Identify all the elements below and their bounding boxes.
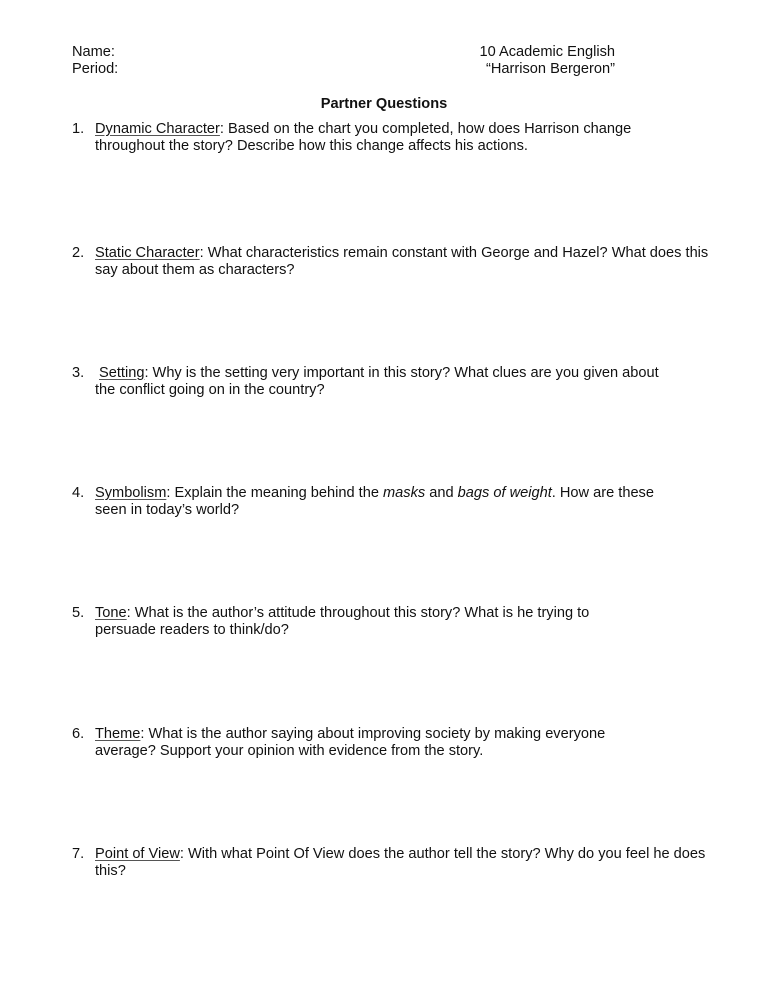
- question-text: : Based on the chart you completed, how does Harrison change throughout the story? Describe how this change affects his actions.: [95, 121, 632, 154]
- question-1: [72, 121, 685, 155]
- name-label: Name:: [72, 44, 115, 60]
- question-text: . How are these seen in today’s world?: [95, 485, 654, 518]
- question-5: [72, 605, 650, 639]
- question-number: 4.: [72, 485, 85, 501]
- question-7: [72, 846, 710, 880]
- course-name: 10 Academic English: [479, 44, 615, 60]
- question-text: : With what Point Of View does the author tell the story? Why do you feel he does this?: [95, 846, 706, 879]
- question-3: [72, 365, 675, 399]
- question-text: and: [425, 485, 458, 501]
- period-label: Period:: [72, 61, 119, 77]
- story-title: “Harrison Bergeron”: [486, 61, 615, 77]
- question-number: 1.: [72, 121, 85, 137]
- question-number: 5.: [72, 605, 85, 621]
- question-number: 7.: [72, 846, 85, 862]
- course-info: [480, 44, 615, 78]
- question-label: Theme: [95, 726, 141, 742]
- question-text: : What characteristics remain constant with George and Hazel? What does this say about them as characters?: [95, 245, 709, 278]
- student-info: [72, 44, 118, 78]
- question-label: Symbolism: [95, 485, 167, 501]
- question-label: Dynamic Character: [95, 121, 220, 137]
- question-text: : Why is the setting very important in this story? What clues are you given about the conflict going on in the country?: [95, 365, 659, 398]
- question-number: 3.: [72, 365, 85, 381]
- question-6: [72, 726, 665, 760]
- question-label: Static Character: [95, 245, 200, 261]
- emphasis-masks: masks: [383, 485, 426, 501]
- question-text: : What is the author’s attitude throughout this story? What is he trying to persuade readers to think/do?: [95, 605, 590, 638]
- question-label: Setting: [99, 365, 145, 381]
- question-label: Tone: [95, 605, 127, 621]
- emphasis-bags-of-weight: bags of weight: [457, 485, 552, 501]
- question-number: 6.: [72, 726, 85, 742]
- page-title: Partner Questions: [320, 96, 448, 112]
- question-text: : Explain the meaning behind the: [166, 485, 383, 501]
- question-text: : What is the author saying about improving society by making everyone average? Support your opinion with evidence from the story.: [95, 726, 606, 759]
- question-4: [72, 485, 675, 519]
- question-number: 2.: [72, 245, 85, 261]
- question-label: Point of View: [95, 846, 180, 862]
- question-2: [72, 245, 710, 279]
